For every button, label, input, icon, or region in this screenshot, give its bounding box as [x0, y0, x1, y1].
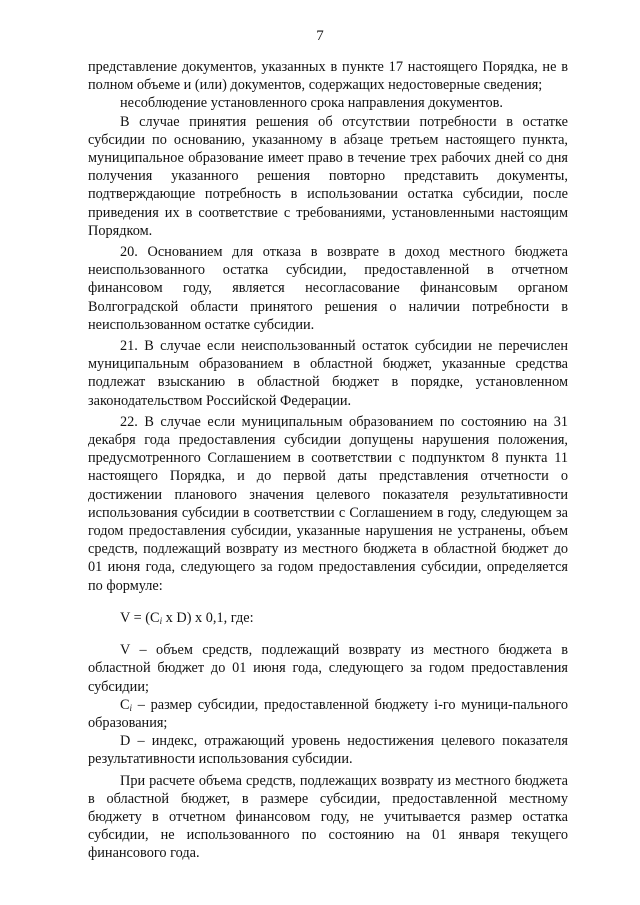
paragraph-repeat-submission: В случае принятия решения об отсутствии потребности в остатке субсидии по основанию, указанному в абзаце третьем настоящего пункта, муниципальное образование имеет право в течение трех рабочих дней со дня получения указанного решения повторно представить документы, подтверждающие потребность в использовании остатка субсидии, после приведения их в соответствие с требованиями, установленными настоящим Порядком.: [88, 113, 568, 239]
document-body: [88, 58, 568, 863]
paragraph-closing: При расчете объема средств, подлежащих возврату из местного бюджета в областной бюджет, в размере субсидии, предоставленной местному бюджету в отчетном финансовом году, не учитывается размер остатка субсидии, не использованного по состоянию на 01 января текущего финансового года.: [88, 772, 568, 862]
definition-d: D – индекс, отражающий уровень недостижения целевого показателя результативности использования субсидии.: [88, 733, 568, 768]
definition-c-subscript: i: [129, 702, 133, 713]
definition-c-text: – размер субсидии, предоставленной бюджету i-го муници-пального образования;: [88, 696, 568, 731]
formula: [120, 609, 568, 627]
paragraph-item-21: 21. В случае если неиспользованный остаток субсидии не перечислен муниципальным образованием в областной бюджет, указанные средства подлежат взысканию в областной бюджет в порядке, установленном законодательством Российской Федерации.: [88, 338, 568, 409]
definition-v: V – объем средств, подлежащий возврату из местного бюджета в областной бюджет до 01 июня года, следующего за годом предоставления субсидии;: [88, 642, 568, 695]
formula-lhs: V = (C: [120, 609, 160, 626]
definition-c-symbol: C: [120, 696, 130, 713]
paragraph-item-22: 22. В случае если муниципальным образованием по состоянию на 31 декабря года предоставления субсидии допущены нарушения положения, предусмотренного Соглашением в соответствии с подпунктом 8 пункта 11 настоящего Порядка, и до первой даты представления отчетности о достижении планового значения целевого показателя результативности использования субсидии в соответствии с Соглашением в году, следующем за годом предоставления субсидии, указанные нарушения не устранены, объем средств, подлежащий возврату из местного бюджета в областной бюджет до 01 июня года, следующего за годом предоставления субсидии, определяется по формуле:: [88, 413, 568, 594]
paragraph-list-item-1: представление документов, указанных в пункте 17 настоящего Порядка, не в полном объеме и (или) документов, содержащих недостоверные сведения;: [88, 59, 568, 94]
paragraph-list-item-2: несоблюдение установленного срока направления документов.: [120, 95, 503, 112]
definition-c: [88, 696, 568, 732]
page-number: 7: [316, 28, 324, 44]
formula-rhs: x D) x 0,1, где:: [162, 609, 254, 626]
paragraph-item-20: 20. Основанием для отказа в возврате в доход местного бюджета неиспользованного остатка субсидии, предоставленной в отчетном финансовом году, является несогласование финансовым органом Волгоградской области принятого решения о наличии потребности в неиспользованном остатке субсидии.: [88, 244, 568, 333]
formula-subscript: i: [159, 615, 163, 626]
